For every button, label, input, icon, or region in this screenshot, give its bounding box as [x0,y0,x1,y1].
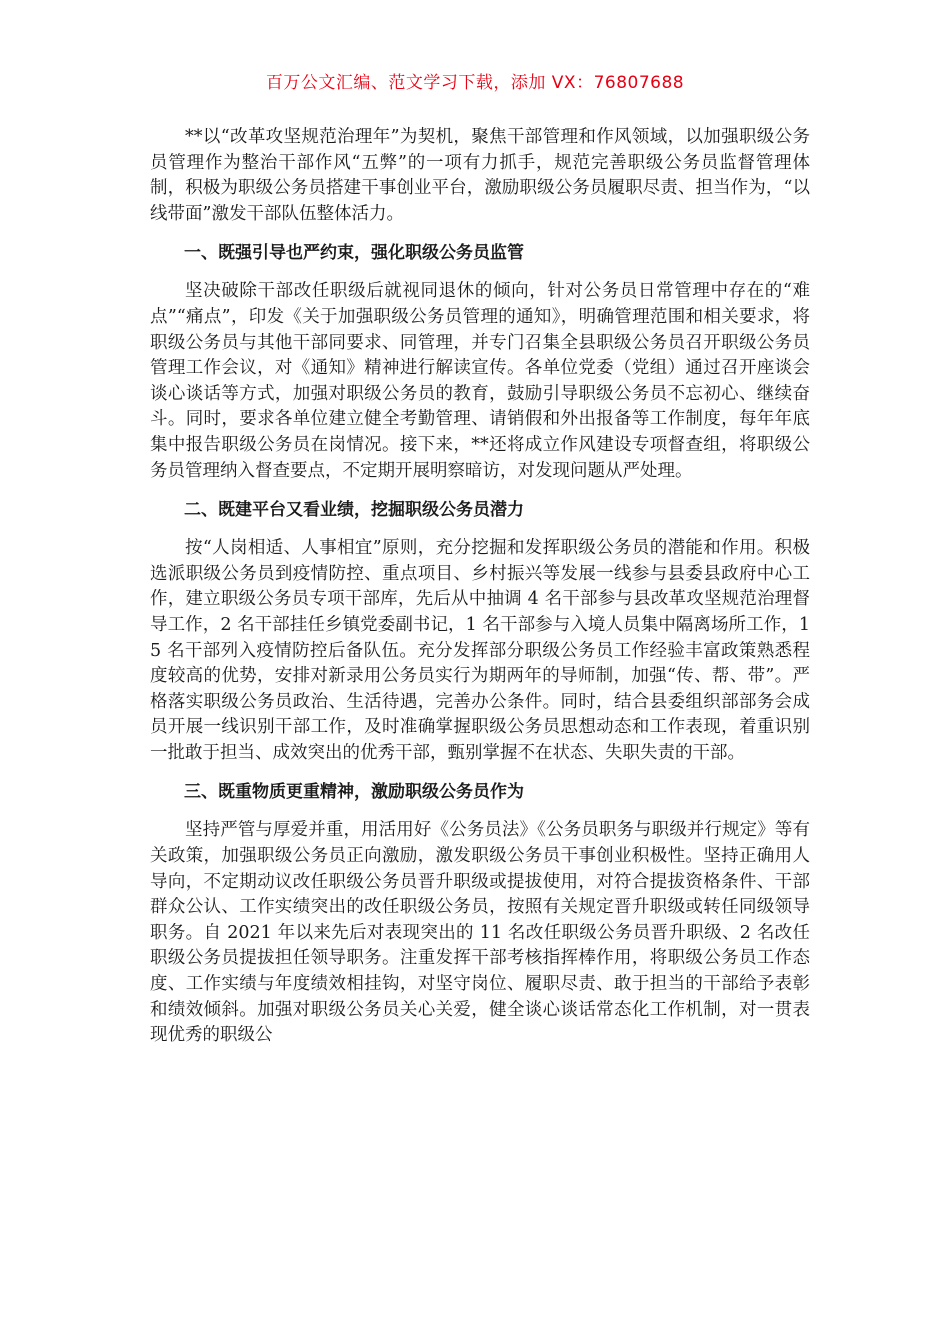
section-2-paragraph: 按“人岗相适、人事相宜”原则，充分挖掘和发挥职级公务员的潜能和作用。积极选派职级公务员到疫情防控、重点项目、乡村振兴等发展一线参与县委县政府中心工作，建立职级公务员专项干部库，先后从中抽调 4 名干部参与县改革攻坚规范治理督导工作，2 名干部挂任乡镇党委副书记，1 名干部参与入境人员集中隔离场所工作，15 名干部列入疫情防控后备队伍。充分发挥部分职级公务员工作经验丰富政策熟悉程度较高的优势，安排对新录用公务员实行为期两年的导师制，加强“传、帮、带”。严格落实职级公务员政治、生活待遇，完善办公条件。同时，结合县委组织部部务会成员开展一线识别干部工作，及时准确掌握职级公务员思想动态和工作表现，着重识别一批敢于担当、成效突出的优秀干部，甄别掌握不在状态、失职失责的干部。 [150,538,810,763]
section-1-heading: 一、既强引导也严约束，强化职级公务员监管 [184,243,524,264]
intro-paragraph: **以“改革攻坚规范治理年”为契机，聚焦干部管理和作风领域，以加强职级公务员管理作为整治干部作风“五弊”的一项有力抓手，规范完善职级公务员监督管理体制，积极为职级公务员搭建干事创业平台，激励职级公务员履职尽责、担当作为，“以线带面”激发干部队伍整体活力。 [150,127,810,224]
header-banner: 百万公文汇编、范文学习下载，添加 VX：76807688 [265,73,685,93]
section-3-paragraph: 坚持严管与厚爱并重，用活用好《公务员法》《公务员职务与职级并行规定》等有关政策，加强职级公务员正向激励，激发职级公务员干事创业积极性。坚持正确用人导向，不定期动议改任职级公务员晋升职级或提拔使用，对符合提拔资格条件、干部群众公认、工作实绩突出的改任职级公务员，按照有关规定晋升职级或转任同级领导职务。自 2021 年以来先后对表现突出的 11 名改任职级公务员晋升职级、2 名改任职级公务员提拔担任领导职务。注重发挥干部考核指挥棒作用，将职级公务员工作态度、工作实绩与年度绩效相挂钩，对坚守岗位、履职尽责、敢于担当的干部给予表彰和绩效倾斜。加强对职级公务员关心关爱，健全谈心谈话常态化工作机制，对一贯表现优秀的职级公 [150,820,810,1046]
section-3-heading: 三、既重物质更重精神，激励职级公务员作为 [184,782,524,803]
section-2-heading: 二、既建平台又看业绩，挖掘职级公务员潜力 [184,500,524,521]
document-body [150,125,810,1049]
section-1-paragraph: 坚决破除干部改任职级后就视同退休的倾向，针对公务员日常管理中存在的“难点”“痛点”，印发《关于加强职级公务员管理的通知》，明确管理范围和相关要求，将职级公务员与其他干部同要求、同管理，并专门召集全县职级公务员召开职级公务员管理工作会议，对《通知》精神进行解读宣传。各单位党委（党组）通过召开座谈会谈心谈话等方式，加强对职级公务员的教育，鼓励引导职级公务员不忘初心、继续奋斗。同时，要求各单位建立健全考勤管理、请销假和外出报备等工作制度，每年年底集中报告职级公务员在岗情况。接下来，**还将成立作风建设专项督查组，将职级公务员管理纳入督查要点，不定期开展明察暗访，对发现问题从严处理。 [150,281,810,481]
